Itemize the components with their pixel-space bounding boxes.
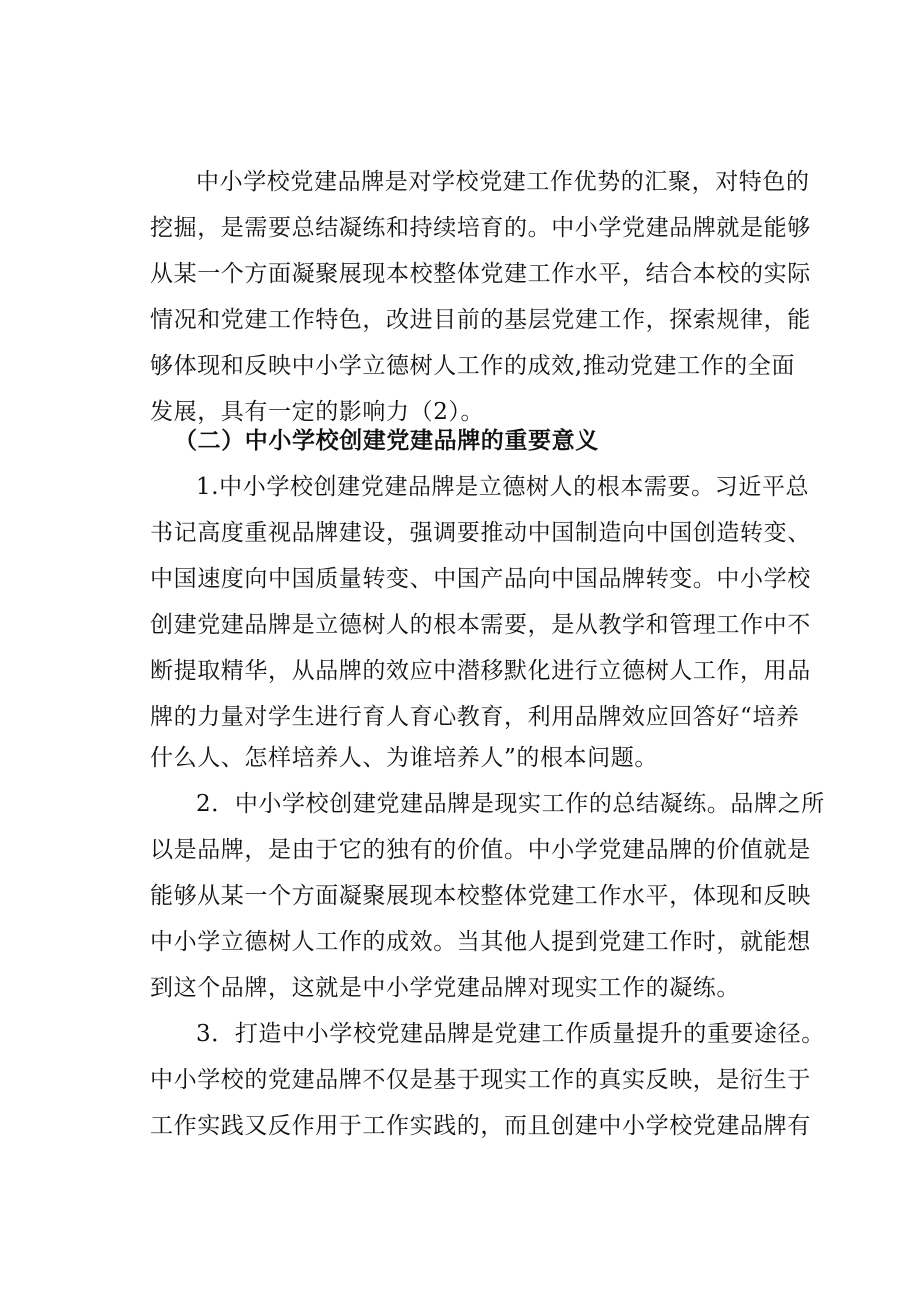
paragraph-1-line-4: 情况和党建工作特色，改进目前的基层党建工作，探索规律，能 [150,307,811,333]
paragraph-2-line-4: 创建党建品牌是立德树人的根本需要，是从教学和管理工作中不 [150,612,811,638]
paragraph-1-line-2: 挖掘，是需要总结凝练和持续培育的。中小学党建品牌就是能够 [150,215,811,241]
paragraph-1-line-6: 发展，具有一定的影响力（2）。 [150,399,485,425]
paragraph-3-line-1: 2．中小学校创建党建品牌是现实工作的总结凝练。品牌之所 [196,791,825,817]
paragraph-3-line-2: 以是品牌，是由于它的独有的价值。中小学党建品牌的价值就是 [150,837,811,863]
paragraph-3-line-5: 到这个品牌，这就是中小学党建品牌对现实工作的凝练。 [150,975,740,1001]
paragraph-2-line-2: 书记高度重视品牌建设，强调要推动中国制造向中国创造转变、 [150,520,811,546]
paragraph-2-line-3: 中国速度向中国质量转变、中国产品向中国品牌转变。中小学校 [150,566,811,592]
paragraph-2-line-5: 断提取精华，从品牌的效应中潜移默化进行立德树人工作，用品 [150,658,811,684]
paragraph-1-line-5: 够体现和反映中小学立德树人工作的成效,推动党建工作的全面 [150,353,796,379]
paragraph-3-line-3: 能够从某一个方面凝聚展现本校整体党建工作水平，体现和反映 [150,883,811,909]
section-heading: （二）中小学校创建党建品牌的重要意义 [174,427,599,454]
paragraph-4-line-2: 中小学校的党建品牌不仅是基于现实工作的真实反映，是衍生于 [150,1067,811,1093]
paragraph-2-line-6: 牌的力量对学生进行育人育心教育，利用品牌效应回答好“培养 [150,704,800,730]
paragraph-4-line-1: 3．打造中小学校党建品牌是党建工作质量提升的重要途径。 [196,1021,825,1047]
paragraph-1-line-1: 中小学校党建品牌是对学校党建工作优势的汇聚，对特色的 [196,169,810,195]
paragraph-4-line-3: 工作实践又反作用于工作实践的，而且创建中小学校党建品牌有 [150,1113,811,1139]
paragraph-2-line-1: 1.中小学校创建党建品牌是立德树人的根本需要。习近平总 [196,474,810,500]
paragraph-2-line-7: 什么人、怎样培养人、为谁培养人”的根本问题。 [150,745,658,771]
paragraph-1-line-3: 从某一个方面凝聚展现本校整体党建工作水平，结合本校的实际 [150,261,811,287]
paragraph-3-line-4: 中小学立德树人工作的成效。当其他人提到党建工作时，就能想 [150,929,811,955]
